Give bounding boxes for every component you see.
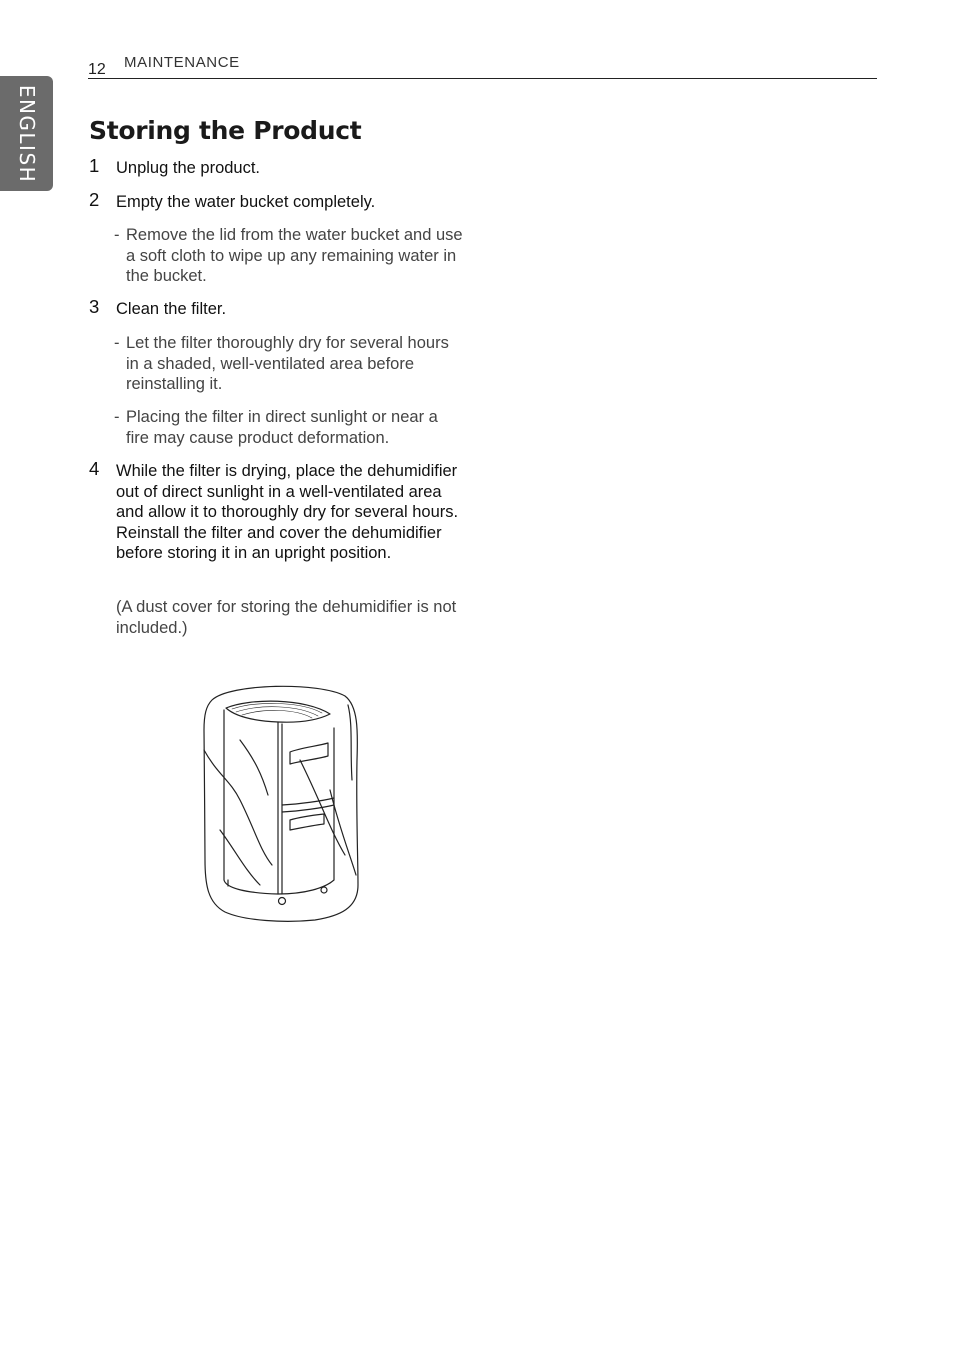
step-1 xyxy=(89,155,469,179)
dust-cover-note: (A dust cover for storing the dehumidifier is not included.) xyxy=(116,598,457,637)
page-header xyxy=(88,54,877,79)
bullet-dash: - xyxy=(114,408,120,426)
detail-text: Remove the lid from the water bucket and use a soft cloth to wipe up any remaining water in the bucket. xyxy=(126,226,463,285)
step-3-detail-2 xyxy=(114,407,464,448)
step-number: 3 xyxy=(89,296,100,317)
step-4 xyxy=(89,458,469,564)
step-text: Empty the water bucket completely. xyxy=(116,193,376,211)
page-title: Storing the Product xyxy=(89,116,362,145)
step-2-detail xyxy=(114,225,464,287)
detail-text: Let the filter thoroughly dry for several hours in a shaded, well-ventilated area before reinstalling it. xyxy=(126,334,449,393)
dehumidifier-with-cover-illustration xyxy=(200,680,365,925)
step-number: 1 xyxy=(89,155,100,176)
step-3-detail-1 xyxy=(114,333,464,395)
section-name: MAINTENANCE xyxy=(124,54,240,71)
language-tab xyxy=(0,76,53,191)
step-number: 4 xyxy=(89,458,100,479)
step-text: While the filter is drying, place the dehumidifier out of direct sunlight in a well-ventilated area and allow it to thoroughly dry for several hours. Reinstall the filter and cover the dehumidifier before storing it in an upright position. xyxy=(116,462,459,562)
step-text: Clean the filter. xyxy=(116,300,227,318)
step-2 xyxy=(89,189,469,213)
detail-text: Placing the filter in direct sunlight or near a fire may cause product deformation. xyxy=(126,408,438,447)
bullet-dash: - xyxy=(114,226,120,244)
language-label: ENGLISH xyxy=(14,84,39,183)
page-number: 12 xyxy=(88,61,106,78)
step-number: 2 xyxy=(89,189,100,210)
step-text: Unplug the product. xyxy=(116,159,261,177)
bullet-dash: - xyxy=(114,334,120,352)
step-3 xyxy=(89,296,469,320)
